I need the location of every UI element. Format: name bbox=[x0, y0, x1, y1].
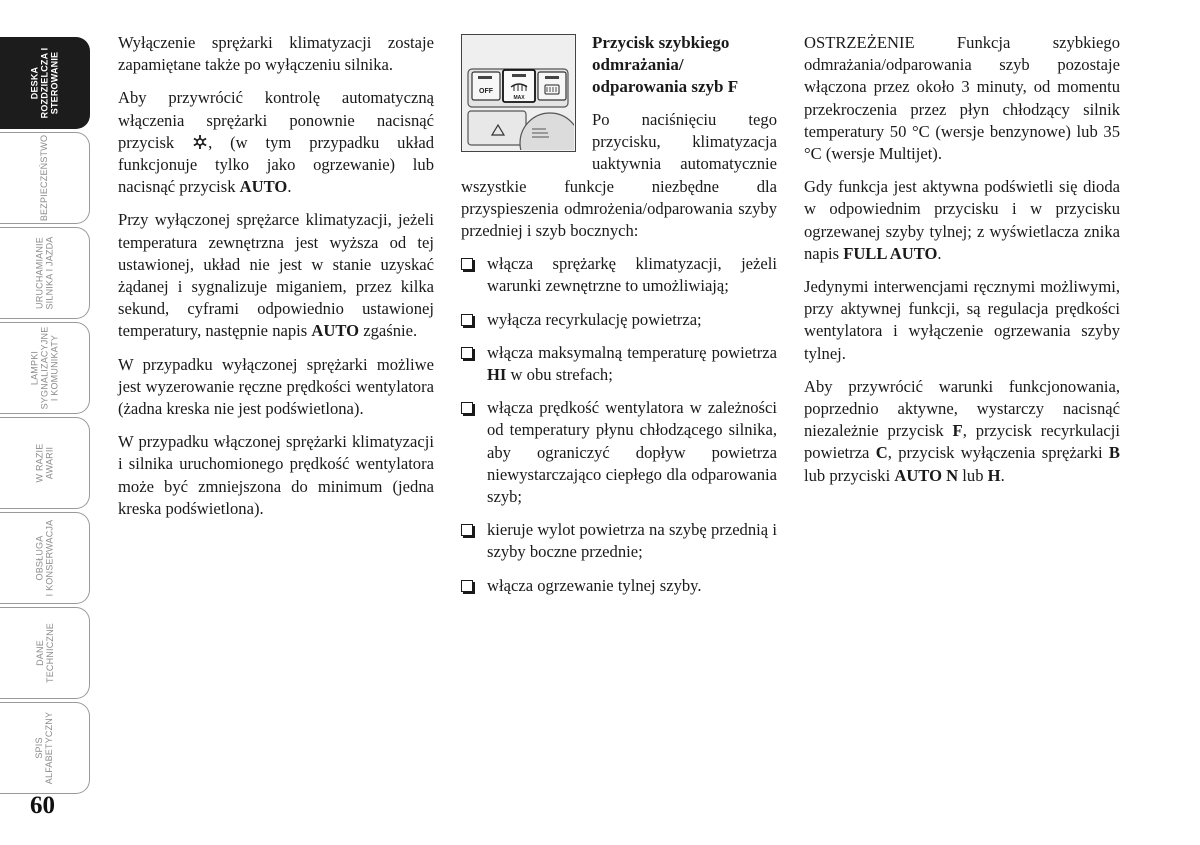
list-item-text: włącza maksymalną temperaturę powietrza bbox=[487, 342, 777, 362]
snowflake-icon bbox=[192, 134, 208, 150]
text: , przycisk wyłączenia sprężarki bbox=[887, 443, 1103, 463]
checkbox-bullet-icon bbox=[461, 402, 473, 414]
section-heading: Przycisk szybkiego odmrażania/ odparowania szyb F bbox=[592, 33, 739, 96]
tab-label: SPIS ALFABETYCZNY bbox=[34, 711, 55, 785]
list-item bbox=[461, 397, 777, 508]
tab-bezpieczenstwo[interactable] bbox=[0, 132, 90, 224]
button-ref: B bbox=[1108, 443, 1120, 463]
button-ref: AUTO N bbox=[894, 465, 959, 485]
text: , (w tym przypadku układ funkcjonuje tylko jako ogrzewanie) lub nacisnąć przycisk bbox=[118, 132, 434, 197]
checkbox-bullet-icon bbox=[461, 258, 473, 270]
button-ref: AUTO bbox=[239, 177, 288, 197]
text: Aby przywrócić warunki funkcjonowania, poprzednio aktywne, wystarczy nacisnąć niezależnie przycisk bbox=[804, 376, 1120, 441]
text: . bbox=[937, 243, 942, 263]
checkbox-bullet-icon bbox=[461, 347, 473, 359]
column-3 bbox=[804, 32, 1120, 498]
checkbox-bullet-icon bbox=[461, 314, 473, 326]
control-panel-illustration bbox=[461, 34, 576, 152]
function-list bbox=[461, 253, 777, 597]
list-item bbox=[461, 342, 777, 386]
paragraph bbox=[118, 209, 434, 342]
tab-w-razie-awarii[interactable] bbox=[0, 417, 90, 509]
text: Aby przywrócić kontrolę automatyczną włączenia sprężarki ponownie nacisnąć przycisk bbox=[118, 88, 434, 152]
paragraph: Jedynymi interwencjami ręcznymi możliwymi, przy aktywnej funkcji, są regulacja prędkości wentylatora i wyłączenie ogrzewania szyby tylnej. bbox=[804, 277, 1120, 363]
paragraph bbox=[118, 87, 434, 198]
tab-label: DESKA ROZDZIELCZA I STEROWANIE bbox=[29, 47, 60, 119]
paragraph bbox=[804, 176, 1120, 265]
list-item bbox=[461, 253, 777, 297]
tab-dane-techniczne[interactable] bbox=[0, 607, 90, 699]
tab-label: LAMPKI SYGNALIZACYJNE I KOMUNIKATY bbox=[29, 326, 60, 410]
text: zgaśnie. bbox=[363, 321, 418, 341]
display-text-ref: AUTO bbox=[311, 321, 360, 341]
text: lub bbox=[962, 465, 984, 485]
paragraph: Po naciśnięciu tego przycisku, klimatyzacja uaktywnia automatycznie wszystkie funkcje niezbędne dla przyspieszenia odmrożenia/odparowania szyby przedniej i szyb bocznych: bbox=[461, 110, 777, 241]
tab-label: URUCHAMIANIE SILNIKA I JAZDA bbox=[34, 236, 55, 310]
list-item-text: włącza sprężarkę klimatyzacji, jeżeli warunki zewnętrzne to umożliwiają; bbox=[487, 254, 777, 296]
list-item-text: kieruje wylot powietrza na szybę przednią i szyby boczne przednie; bbox=[487, 520, 777, 562]
tab-uruchamianie[interactable] bbox=[0, 227, 90, 319]
list-item bbox=[461, 575, 777, 597]
tab-label: DANE TECHNICZNE bbox=[34, 623, 55, 683]
list-item-text: w obu strefach; bbox=[510, 365, 613, 385]
paragraph: W przypadku włączonej sprężarki klimatyzacji i silnika uruchomionego prędkość wentylatora może być zmniejszona do minimum (jedna kreska podświetlona). bbox=[118, 432, 434, 518]
control-panel-drawing bbox=[462, 35, 574, 150]
button-ref: F bbox=[952, 421, 963, 441]
list-item-text: włącza prędkość wentylatora w zależności od temperatury płynu chłodzącego silnika, aby ograniczyć dopływ powietrza niewystarczająco ciepłego dla odparowania szyb; bbox=[487, 398, 777, 507]
paragraph: W przypadku wyłączonej sprężarki możliwe jest wyzerowanie ręczne prędkości wentylatora (żadna kreska nie jest podświetlona). bbox=[118, 354, 434, 419]
column-1 bbox=[118, 32, 434, 531]
off-label: OFF bbox=[479, 88, 493, 95]
tab-obsluga[interactable] bbox=[0, 512, 90, 604]
list-item bbox=[461, 519, 777, 563]
display-text-ref: FULL AUTO bbox=[843, 243, 938, 263]
text: lub przyciski bbox=[804, 465, 891, 485]
page-number: 60 bbox=[30, 792, 55, 819]
button-ref: H bbox=[987, 465, 1001, 485]
tab-deska-rozdzielcza[interactable] bbox=[0, 37, 90, 129]
tab-spis[interactable] bbox=[0, 702, 90, 794]
text: . bbox=[1000, 465, 1005, 485]
button-ref: C bbox=[875, 443, 888, 463]
checkbox-bullet-icon bbox=[461, 580, 473, 592]
paragraph bbox=[804, 376, 1120, 487]
tab-label: W RAZIE AWARII bbox=[34, 443, 55, 483]
paragraph: Wyłączenie sprężarki klimatyzacji zostaje zapamiętane także po wyłączeniu silnika. bbox=[118, 33, 434, 75]
text: Przy wyłączonej sprężarce klimatyzacji, jeżeli temperatura zewnętrzna jest wyższa od tej ustawionej, układ nie jest w stanie uzyskać żądanej i sygnalizuje miganiem, przez kilka sekund, cyframi odpowiednio ustawionej temperatury, następnie napis bbox=[118, 210, 434, 341]
warning-paragraph: OSTRZEŻENIE Funkcja szybkiego odmrażania/odparowania szyb pozostaje włączona przez około 3 minuty, od momentu przekroczenia przez płyn chłodzący silnik temperatury 50 °C (wersje benzynowe) lub 35 °C (wersje Multijet). bbox=[804, 33, 1120, 164]
text: , przycisk recyrkulacji powietrza bbox=[804, 421, 1120, 463]
max-label: MAX bbox=[513, 95, 525, 101]
tab-label: OBSŁUGA I KONSERWACJA bbox=[34, 519, 55, 597]
tab-label: BEZPIECZEŃSTWO bbox=[39, 134, 50, 222]
tab-lampki[interactable] bbox=[0, 322, 90, 414]
setting-ref: HI bbox=[487, 365, 507, 385]
list-item-text: wyłącza recyrkulację powietrza; bbox=[487, 309, 702, 329]
list-item bbox=[461, 309, 777, 331]
checkbox-bullet-icon bbox=[461, 524, 473, 536]
text: . bbox=[287, 177, 292, 197]
column-2 bbox=[461, 32, 777, 608]
chapter-tabs bbox=[0, 37, 90, 797]
list-item-text: włącza ogrzewanie tylnej szyby. bbox=[487, 575, 702, 595]
text: Gdy funkcja jest aktywna podświetli się dioda w odpowiednim przycisku i w przycisku ogrzewanej szyby tylnej; z wyświetlacza znika napis bbox=[804, 177, 1120, 263]
